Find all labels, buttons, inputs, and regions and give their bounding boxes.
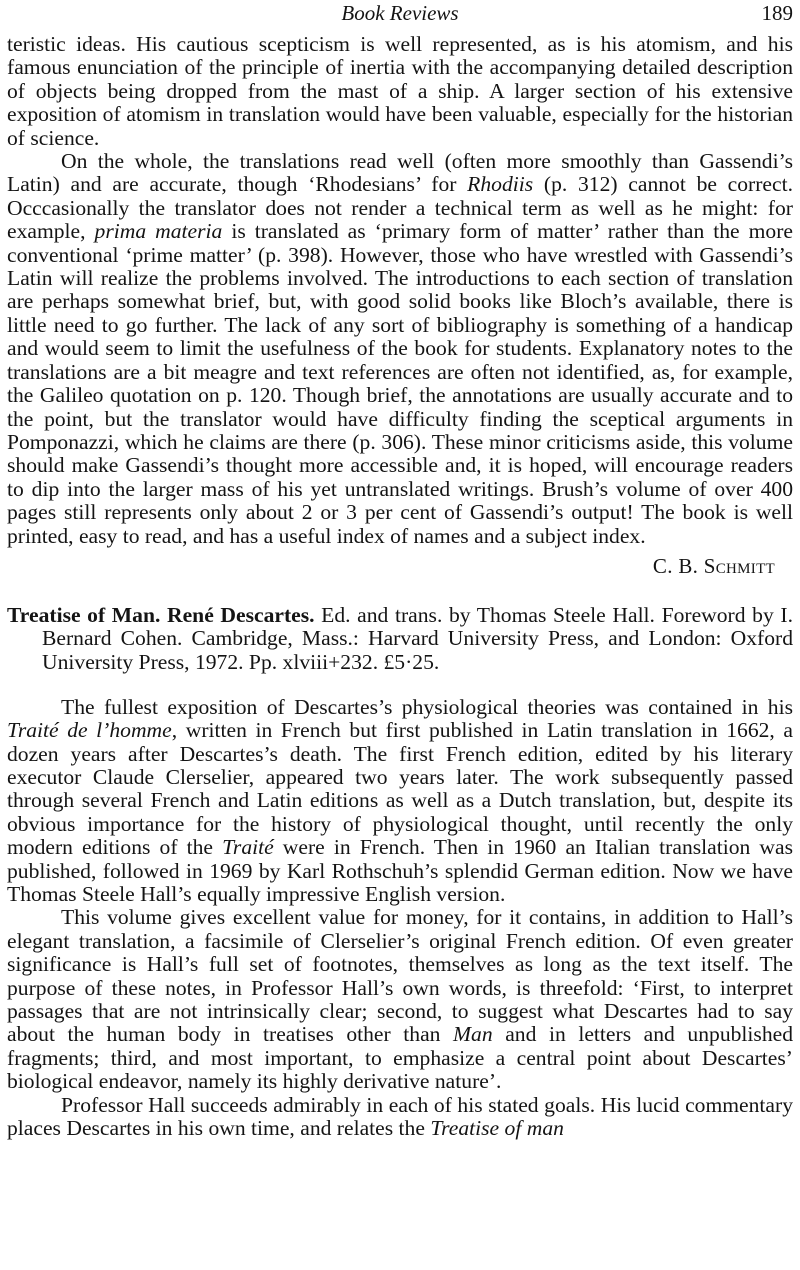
reviewer-signature (7, 554, 793, 578)
italic-term: Man (453, 1022, 493, 1047)
publication-details: Ed. and trans. by Thomas Steele Hall. Foreword by I. Bernard Cohen. Cambridge, Mass.: Harvard University Press, and London: Oxford University Press, 1972. Pp. xlviii+232. £5·25. (42, 602, 793, 674)
text-run: , written in French but first published in Latin translation in 1662, a dozen years after Descartes’s death. The first French edition, edited by his literary executor Claude Clerselier, appeared two years later. The work subsequently passed through several French and Latin editions as well as a Dutch translation, but, despite its obvious importance for the history of physiological thought, until recently the only modern editions of the (7, 718, 794, 860)
text-run: Professor Hall succeeds admirably in each of his stated goals. His lucid commentary places Descartes in his own time, and relates the (7, 1092, 793, 1141)
journal-page (7, 0, 793, 1140)
review1-paragraph-1: teristic ideas. His cautious scepticism is well represented, as is his atomism, and his famous enunciation of the principle of inertia with the accompanying detailed description of objects being dropped from the mast of a ship. A larger section of his extensive exposition of atomism in translation would have been valuable, especially for the historian of science. (7, 32, 793, 150)
review2-paragraph-1 (7, 696, 793, 907)
page-number: 189 (761, 1, 793, 25)
review2-bibliographic-heading (7, 604, 793, 674)
italic-term: Traité (222, 835, 274, 860)
text-run: On the whole, the translations read well (often more smoothly than Gassendi’s Latin) and are accurate, though ‘Rhodesians’ for (7, 149, 793, 197)
text-run: is translated as ‘primary form of matter’ rather than the more conventional ‘prime matter’ (p. 398). However, those who have wrestled with Gassendi’s Latin will realize the problems involved. The introductions to each section of translation are perhaps somewhat brief, but, with good solid books like Bloch’s available, there is little need to go further. The lack of any sort of bibliography is something of a handicap and would seem to limit the usefulness of the book for students. Explanatory notes to the translations are a bit meagre and text references are often not identified, as, for example, the Galileo quotation on p. 120. Though brief, the annotations are usually accurate and to the point, but the translator would have difficulty finding the sceptical arguments in Pomponazzi, which he claims are there (p. 306). These minor criticisms aside, this volume should make Gassendi’s thought more accessible and, it is hoped, will encourage readers to dip into the larger mass of his yet untranslated writings. Brush’s volume of over 400 pages still represents only about 2 or 3 per cent of Gassendi’s output! The book is well printed, easy to read, and has a useful index of names and a subject index. (7, 219, 793, 548)
italic-term: Treatise of man (430, 1116, 564, 1141)
text-run: and in letters and unpublished fragments; third, and most important, to emphasize a central point about Descartes’ biological endeavor, namely its highly derivative nature’. (7, 1022, 793, 1094)
italic-term: Traité de l’homme (7, 718, 172, 743)
reviewer-name: C. B. Schmitt (652, 553, 775, 578)
italic-term: prima materia (94, 219, 223, 244)
review2-paragraph-2 (7, 906, 793, 1093)
book-title: Treatise of Man. René Descartes. (7, 602, 315, 627)
text-run: were in French. Then in 1960 an Italian translation was published, followed in 1969 by Karl Rothschuh’s splendid German edition. Now we have Thomas Steele Hall’s equally impressive English version. (7, 835, 793, 906)
review1-paragraph-2 (7, 150, 793, 548)
running-title: Book Reviews (341, 1, 459, 25)
text-run: This volume gives excellent value for money, for it contains, in addition to Hall’s elegant translation, a facsimile of Clerselier’s original French edition. Of even greater significance is Hall’s full set of footnotes, themselves as long as the text itself. The purpose of these notes, in Professor Hall’s own words, is threefold: ‘First, to interpret passages that are not intrinsically clear; second, to suggest what Descartes had to say about the human body in treatises other than (7, 905, 793, 1047)
italic-term: Rhodiis (467, 172, 534, 197)
review2-paragraph-3 (7, 1094, 793, 1141)
running-head (7, 0, 793, 30)
text-run: The fullest exposition of Descartes’s physiological theories was contained in his (61, 694, 793, 719)
text-run: (p. 312) cannot be correct. Occcasionally the translator does not render a technical term as well as he might: for example, (7, 172, 794, 244)
